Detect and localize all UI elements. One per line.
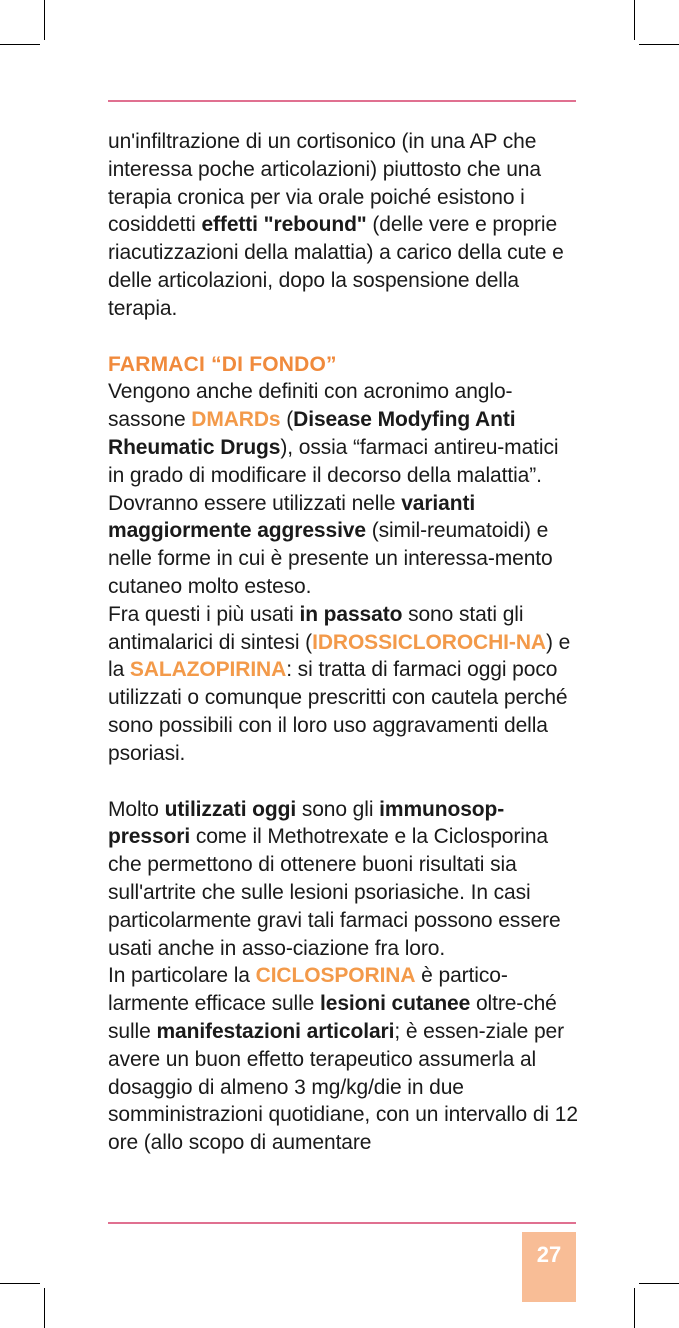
crop-mark-top-right	[634, 0, 635, 40]
paragraph-varianti: Dovranno essere utilizzati nelle varianti maggiormente aggressive (simil-reumatoidi) e nelle forme in cui è presente un interessa-mento cutaneo molto esteso.	[108, 491, 553, 598]
paragraph-oggi: Molto utilizzati oggi sono gli immunosop-pressori come il Methotrexate e la Ciclosporina che permettono di ottenere buoni risultati sia sull'artrite che sulle lesioni psoriasiche. In casi particolarmente gravi tali farmaci possono essere usati anche in asso-ciazione fra loro.	[108, 797, 561, 960]
crop-mark-bottom-right-h	[639, 1283, 679, 1284]
term-ciclosporina: CICLOSPORINA	[255, 964, 416, 988]
top-rule	[108, 100, 576, 102]
crop-mark-bottom-left	[44, 1288, 45, 1328]
body-text	[108, 128, 578, 1157]
term-varianti: varianti maggiormente aggressive	[108, 491, 476, 543]
term-idrossiclorochina: IDROSSICLOROCHI-NA	[312, 630, 546, 654]
crop-mark-top-left-h	[0, 44, 40, 45]
crop-mark-bottom-right	[634, 1288, 635, 1328]
term-utilizzati-oggi: utilizzati oggi	[164, 797, 297, 821]
term-effetti-rebound: effetti "rebound"	[201, 213, 367, 237]
crop-mark-top-left	[44, 0, 45, 40]
paragraph-passato: Fra questi i più usati in passato sono stati gli antimalarici di sintesi (IDROSSICLOROCHI-NA) e la SALAZOPIRINA: si tratta di farmaci oggi poco utilizzati o comunque prescritti con cautela perché sono possibili con il loro uso aggravamenti della psoriasi.	[108, 602, 571, 765]
term-salazopirina: SALAZOPIRINA	[129, 658, 287, 682]
term-immunosoppressori: immunosop-pressori	[108, 797, 505, 849]
term-dmards: DMARDs	[191, 408, 281, 432]
term-lesioni-cutanee: lesioni cutanee	[320, 992, 471, 1016]
term-in-passato: in passato	[299, 602, 403, 626]
page-number: 27	[536, 1242, 562, 1267]
term-manifestazioni-articolari: manifestazioni articolari	[156, 1019, 395, 1043]
term-dmards-expansion: Disease Modyfing Anti Rheumatic Drugs	[108, 408, 516, 459]
bottom-rule	[108, 1222, 576, 1224]
crop-mark-top-right-h	[639, 44, 679, 45]
paragraph-dmards: Vengono anche definiti con acronimo anglo-sassone DMARDs (Disease Modyfing Anti Rheumatic Drugs), ossia “farmaci antireu-matici in grado di modificare il decorso della malattia”.	[108, 380, 559, 487]
paragraph-rebound: un'infiltrazione di un cortisonico (in una AP che interessa poche articolazioni) piuttosto che una terapia cronica per via orale poiché esistono i cosiddetti effetti "rebound" (delle vere e proprie riacutizzazioni della malattia) a carico della cute e delle articolazioni, dopo la sospensione della terapia.	[108, 130, 564, 320]
section-heading: FARMACI “DI FONDO”	[108, 352, 337, 376]
paragraph-ciclosporina: In particolare la CICLOSPORINA è partico-larmente efficace sulle lesioni cutanee oltre-ché sulle manifestazioni articolari; è essen-ziale per avere un buon effetto terapeutico assumerla al dosaggio di almeno 3 mg/kg/die in due somministrazioni quotidiane, con un intervallo di 12 ore (allo scopo di aumentare	[108, 964, 578, 1155]
crop-mark-bottom-left-h	[0, 1283, 40, 1284]
